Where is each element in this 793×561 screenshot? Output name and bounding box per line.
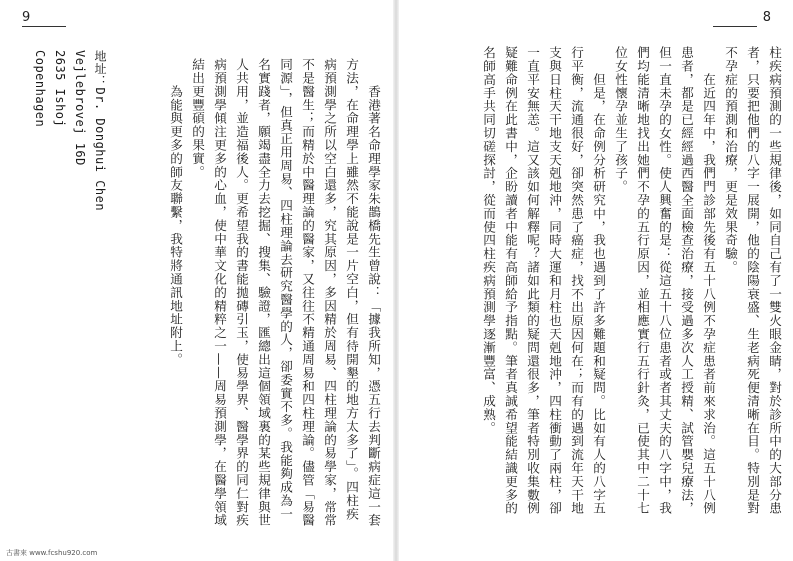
footer-watermark-url: 古書來 www.fcshu920.com bbox=[6, 549, 98, 557]
right-page bbox=[396, 0, 793, 561]
mailing-address bbox=[30, 50, 110, 270]
right-paragraph-2: 在近四年中，我們門診部先後有五十八例不孕症患者前來求治。這五十八例患者，都是已經經過西醫全面檢查治療，接受過多次人工授精、試管嬰兒療法，但一直未孕的女性。使人興奮的是：從這五十八位患者或者其丈夫的八字中，我們均能清晰地找出她們不孕的五行原因，並相應實行五行針灸，已使其中二十七位女性懷孕並生了孩子。 bbox=[613, 46, 716, 515]
left-page-number: 9 bbox=[22, 10, 31, 25]
right-page-number: 8 bbox=[762, 10, 771, 25]
left-paragraph-1: 香港著名命理學家朱鵲橋先生曾說：「據我所知，憑五行去判斷病症這一套方法，在命理學上雖然不能說是一片空白，但有待開墾的地方太多了」。四柱疾病預測學之所以空白還多，究其原因，多因精於周易、四柱理論的易學家，常常不是醫生；而精於中醫理論的醫家，又往往不精通周易和四柱理論。儘管「易醫同源」，但真正用周易、四柱理論去研究醫學的人，卻委實不多。我能夠成為一名實踐者，願竭盡全力去挖掘、搜集、驗證，匯總出這個領域裏的某些規律與世人共用，並造福後人。更希望我的書能拋磚引玉，使易學界、醫學界的同仁對疾病預測學傾注更多的心血，使中華文化的精粹之一——周易預測學，在醫學領域結出更豐碩的果實。 bbox=[190, 58, 381, 527]
left-header-rule bbox=[22, 26, 66, 27]
right-body-text bbox=[415, 46, 785, 516]
left-body-text bbox=[144, 58, 384, 528]
left-paragraph-2: 為能與更多的師友聯繫，我特將通訊地址附上。 bbox=[168, 58, 183, 367]
address-line-3: 2635 Ishoj bbox=[53, 50, 67, 128]
right-paragraph-1: 柱疾病預測的一些規律後，如同自己有了一雙火眼金睛，對於診所中的大部分患者，只要把他們的八字一展開，他的陰陽衰盛、生老病死便清晰在目。特別是對不孕症的預測和治療，更是效果奇驗。 bbox=[723, 46, 782, 515]
address-line-2: Vejlebrovej 16D bbox=[73, 50, 87, 166]
right-header-rule bbox=[713, 26, 757, 27]
address-line-1: 地址：Dr. Donghui Chen bbox=[93, 50, 107, 212]
right-paragraph-3: 但是，在命例分析研究中，我也遇到了許多難題和疑問。比如有人的八字五行平衡，流通很好，卻突然患了癌症，找不出原因何在；而有的遇到流年天干地支與日柱天干地支天剋地沖，同時大運和月柱也天剋地沖，四柱衝動了兩柱，卻一直平安無恙。這又該如何解釋呢？諸如此類的疑問還很多，筆者特別收集數例疑難命例在此書中，企盼讀者中能有高師給予指點。筆者真誠希望能結識更多的名師高手共同切磋探討，從而使四柱疾病預測學逐漸豐富、成熟。 bbox=[481, 46, 606, 515]
left-page bbox=[0, 0, 396, 561]
address-line-4: Copenhagen bbox=[33, 50, 47, 128]
